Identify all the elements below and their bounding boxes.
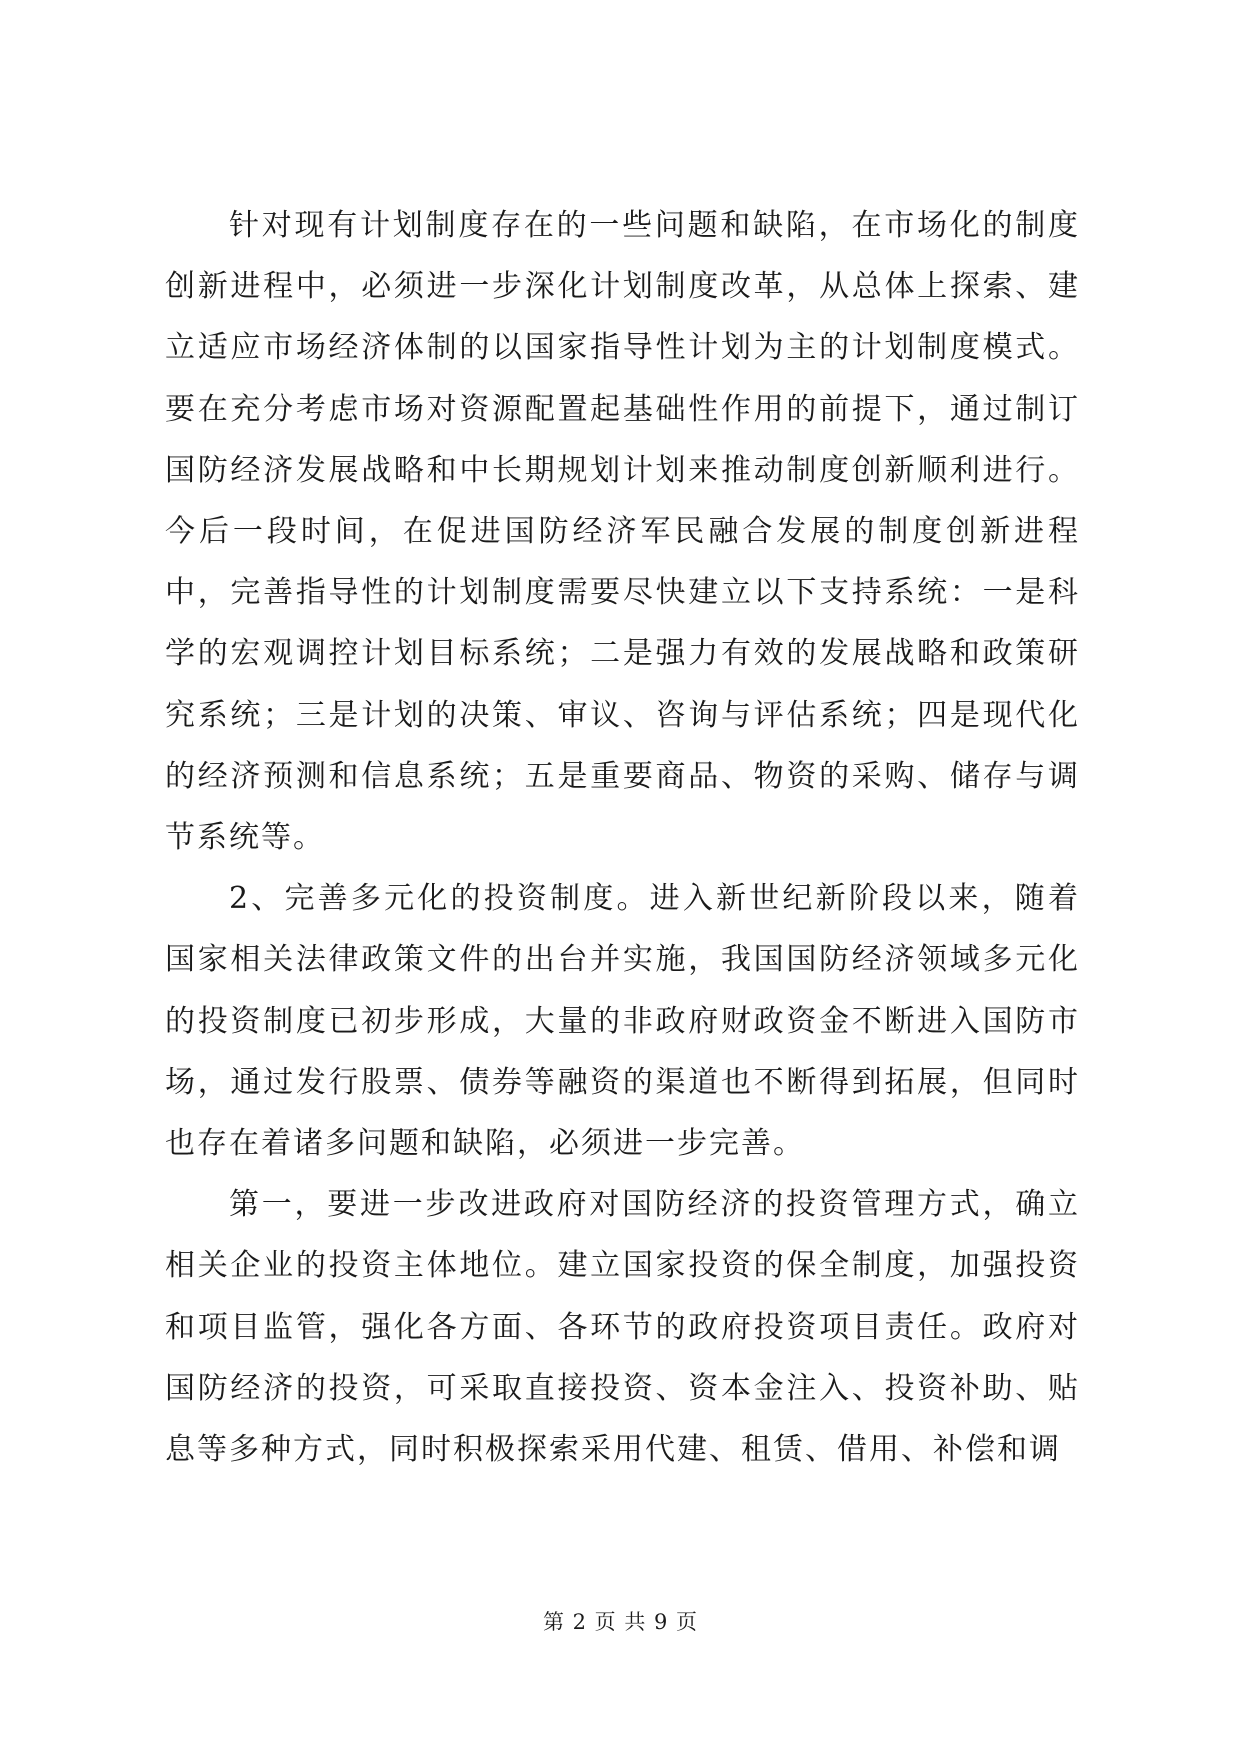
paragraph-first-measure: 第一，要进一步改进政府对国防经济的投资管理方式，确立相关企业的投资主体地位。建立国家投资的保全制度，加强投资和项目监管，强化各方面、各环节的政府投资项目责任。政府对国防经济的投资，可采取直接投资、资本金注入、投资补助、贴息等多种方式，同时积极探索采用代建、租赁、借用、补偿和调 bbox=[165, 1187, 1080, 1468]
body-text bbox=[165, 195, 1080, 1480]
paragraph-planning-system: 针对现有计划制度存在的一些问题和缺陷，在市场化的制度创新进程中，必须进一步深化计划制度改革，从总体上探索、建立适应市场经济体制的以国家指导性计划为主的计划制度模式。要在充分考虑市场对资源配置起基础性作用的前提下，通过制订国防经济发展战略和中长期规划计划来推动制度创新顺利进行。今后一段时间，在促进国防经济军民融合发展的制度创新进程中，完善指导性的计划制度需要尽快建立以下支持系统：一是科学的宏观调控计划目标系统；二是强力有效的发展战略和政策研究系统；三是计划的决策、审议、咨询与评估系统；四是现代化的经济预测和信息系统；五是重要商品、物资的采购、储存与调节系统等。 bbox=[165, 208, 1080, 856]
page-footer: 第 2 页 共 9 页 bbox=[542, 1610, 699, 1634]
paragraph-investment-system: 2、完善多元化的投资制度。进入新世纪新阶段以来，随着国家相关法律政策文件的出台并实施，我国国防经济领域多元化的投资制度已初步形成，大量的非政府财政资金不断进入国防市场，通过发行股票、债券等融资的渠道也不断得到拓展，但同时也存在着诸多问题和缺陷，必须进一步完善。 bbox=[165, 881, 1080, 1162]
